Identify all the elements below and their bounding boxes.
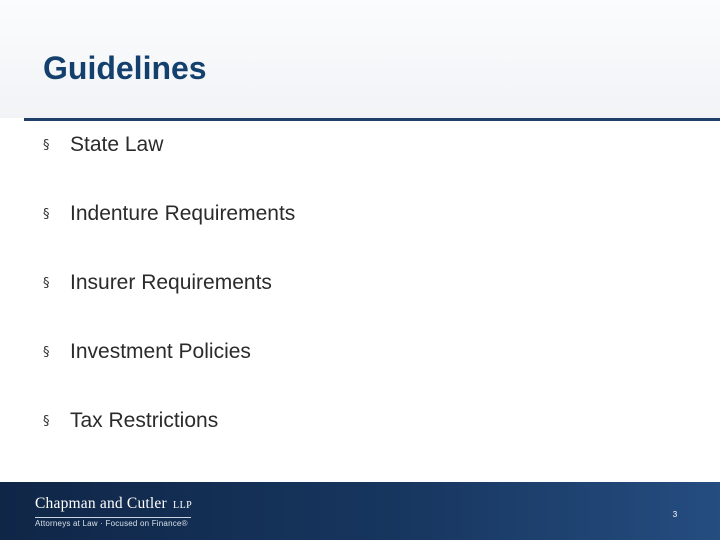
bullet-item [43, 406, 643, 436]
bullet-marker-icon: § [43, 206, 50, 222]
bullet-item [43, 199, 643, 229]
bullet-item [43, 337, 643, 367]
bullet-marker-icon: § [43, 413, 50, 429]
bullet-text: Insurer Requirements [70, 271, 272, 294]
bullet-item [43, 130, 643, 160]
bullet-marker-icon: § [43, 137, 50, 153]
bullet-text: Investment Policies [70, 340, 251, 363]
firm-tagline: Attorneys at Law · Focused on Finance® [35, 519, 188, 528]
page-number: 3 [672, 510, 678, 519]
bullet-item [43, 268, 643, 298]
bullet-marker-icon: § [43, 275, 50, 291]
bullet-text: Indenture Requirements [70, 202, 296, 225]
firm-name-text: Chapman and Cutler [35, 495, 167, 512]
bullet-text: State Law [70, 133, 164, 156]
footer-bar [0, 482, 720, 540]
bullet-text: Tax Restrictions [70, 409, 219, 432]
firm-suffix: LLP [172, 500, 193, 511]
firm-name [35, 495, 192, 515]
firm-logo [35, 495, 192, 530]
slide-title: Guidelines [43, 50, 207, 86]
bullet-marker-icon: § [43, 344, 50, 360]
title-divider [24, 118, 720, 121]
